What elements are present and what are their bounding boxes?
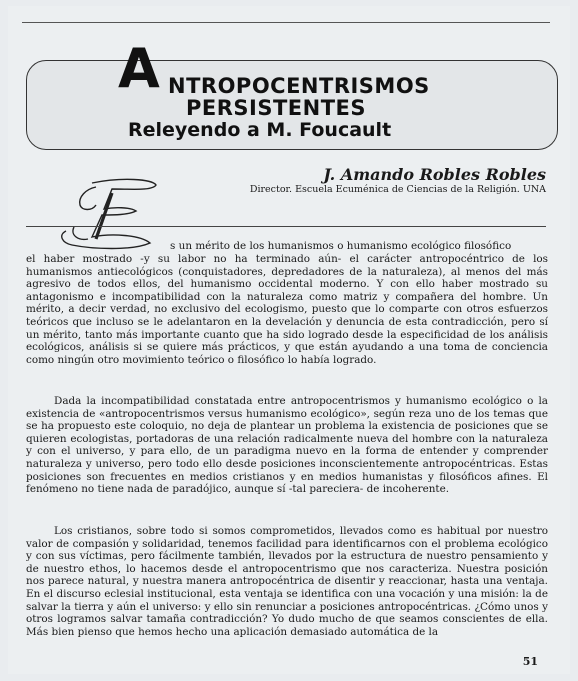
author-affiliation: Director. Escuela Ecuménica de Ciencias de la Religión. UNA (249, 184, 546, 195)
author-name: J. Amando Robles Robles (323, 165, 546, 184)
paragraph-1: el haber mostrado -y su labor no ha terminado aún- el carácter antropocéntrico de los humanismos antiecológicos (conquistadores, depredadores de la naturaleza), al menos del más agresivo de todos ellos, del humanismo occidental moderno. Y con ello haber mostrado su antagonismo e incompatibilidad con la naturaleza como matriz y compañera del hombre. Un mérito, a decir verdad, no exclusivo del ecologismo, puesto que lo comparte con otros esfuerzos teóricos que incluso se le adelantaron en la develación y denuncia de esta contradicción, pero sí un mérito, tanto más importante cuanto que ha sido logrado desde la especificidad de los análisis ecológicos, análisis si se quiere más prácticos, y que están ayudando a una toma de conciencia como ningún otro movimiento teórico o filosófico lo había logrado. (26, 253, 548, 366)
dropcap-e-ornament (52, 175, 162, 255)
title-initial: A (118, 37, 158, 100)
subtitle: Releyendo a M. Foucault (128, 119, 392, 141)
section-rule (26, 226, 546, 227)
paragraph-1-first-line: s un mérito de los humanismos o humanismo ecológico filosófico (170, 240, 512, 252)
top-rule (22, 22, 550, 23)
title-line-2: PERSISTENTES (186, 96, 367, 120)
page-number: 51 (522, 655, 538, 668)
paragraph-2: Dada la incompatibilidad constatada entre antropocentrismos y humanismo ecológico o la existencia de «antropocentrismos versus humanismo ecológico», según reza uno de los temas que se ha propuesto este coloquio, no deja de plantear un problema la existencia de posiciones que se quieren ecologistas, portadoras de una relación radicalmente nueva del hombre con la naturaleza y con el universo, y para ello, de un paradigma nuevo en la forma de entender y comprender naturaleza y universo, pero todo ello desde posiciones inconscientemente antropocéntricas. Estas posiciones son frecuentes en medios cristianos y en medios humanistas y filosóficos afines. El fenómeno no tiene nada de paradójico, aunque sí -tal pareciera- de incoherente. (26, 395, 548, 496)
title-line-1: NTROPOCENTRISMOS (168, 74, 430, 98)
paragraph-3: Los cristianos, sobre todo si somos comprometidos, llevados como es habitual por nuestro valor de compasión y solidaridad, tenemos facilidad para identificarnos con el problema ecológico y con sus víctimas, pero fácilmente también, llevados por la estructura de nuestro pensamiento y de nuestro ethos, lo hacemos desde el antropocentrismo que nos caracteriza. Nuestra posición nos parece natural, y nuestra manera antropocéntrica de disentir y reaccionar, hasta una ventaja. En el discurso eclesial institucional, esta ventaja se identifica con una vocación y una misión: la de salvar la tierra y aún el universo: y ello sin renunciar a posiciones antropocéntricas. ¿Cómo unos y otros logramos salvar tamaña contradicción? Yo dudo mucho de que seamos conscientes de ella. Más bien pienso que hemos hecho una aplicación demasiado automática de la (26, 525, 548, 638)
